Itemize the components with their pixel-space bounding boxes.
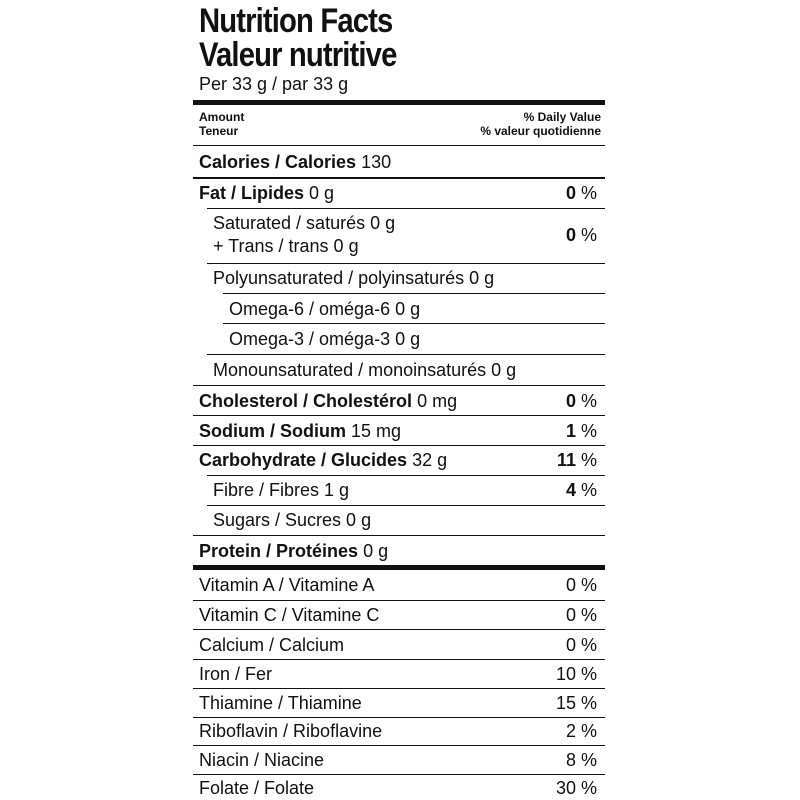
saturated-label: Saturated / saturés 0 g [213, 213, 396, 233]
divider [193, 535, 605, 536]
monounsaturated-label: Monounsaturated / monoinsaturés 0 g [213, 360, 517, 380]
thick-divider-top [193, 100, 605, 105]
title-french: Valeur nutritive [199, 36, 397, 74]
protein-row [199, 541, 601, 561]
fat-daily-value [566, 183, 597, 203]
fat-row [199, 183, 601, 203]
daily-value-header [480, 110, 601, 138]
vitamin-label: Iron / Fer [199, 664, 273, 684]
sodium-amount: 15 mg [351, 421, 402, 441]
fat-dv-unit: % [575, 183, 597, 203]
divider [223, 323, 605, 324]
calories-label: Calories / Calories [199, 152, 357, 172]
vitamin-daily-value: 0 % [565, 575, 597, 595]
divider [193, 145, 605, 146]
amount-header-fr: Teneur [199, 124, 239, 138]
vitamin-daily-value: 15 % [555, 693, 597, 713]
polyunsaturated-row [199, 268, 601, 288]
vitamin-label: Thiamine / Thiamine [199, 693, 362, 713]
vitamin-label: Vitamin A / Vitamine A [199, 575, 375, 595]
monounsaturated-row [199, 360, 601, 380]
omega6-label: Omega-6 / oméga-6 0 g [229, 299, 421, 319]
protein-label: Protein / Protéines [199, 541, 359, 561]
vitamin-row [199, 664, 601, 684]
carbohydrate-amount: 32 g [412, 450, 448, 470]
vitamin-row [199, 575, 601, 595]
divider [193, 385, 605, 386]
divider [193, 445, 605, 446]
divider [193, 688, 605, 689]
protein-amount: 0 g [363, 541, 389, 561]
vitamin-daily-value: 10 % [555, 664, 597, 684]
divider [207, 208, 605, 209]
divider [193, 774, 605, 775]
daily-value-header-fr: % valeur quotidienne [480, 124, 601, 138]
calories-value: 130 [361, 152, 392, 172]
sodium-daily-value [566, 421, 597, 441]
cholesterol-row [199, 391, 601, 411]
saturated-row [199, 213, 601, 233]
vitamin-label: Riboflavin / Riboflavine [199, 721, 383, 741]
vitamin-daily-value: 0 % [565, 635, 597, 655]
trans-label: + Trans / trans 0 g [213, 236, 359, 256]
vitamin-label: Folate / Folate [199, 778, 315, 798]
divider [193, 629, 605, 630]
fibre-daily-value [566, 480, 597, 500]
divider [207, 354, 605, 355]
carbohydrate-row [199, 450, 601, 470]
divider [207, 505, 605, 506]
saturated-dv-number: 0 [565, 225, 576, 245]
divider [193, 415, 605, 416]
title-english: Nutrition Facts [199, 2, 393, 40]
carbohydrate-daily-value [557, 450, 597, 470]
vitamin-row [199, 750, 601, 770]
vitamin-row [199, 605, 601, 625]
vitamin-daily-value: 2 % [565, 721, 597, 741]
omega3-label: Omega-3 / oméga-3 0 g [229, 329, 421, 349]
carbohydrate-dv-number: 11 [556, 450, 576, 470]
cholesterol-dv-number: 0 [565, 391, 576, 411]
cholesterol-amount: 0 mg [417, 391, 458, 411]
divider [207, 475, 605, 476]
fibre-row [199, 480, 601, 500]
divider [193, 177, 605, 179]
fat-label: Fat / Lipides [199, 183, 305, 203]
divider [193, 745, 605, 746]
vitamin-row [199, 693, 601, 713]
daily-value-header-en: % Daily Value [523, 110, 601, 124]
vitamin-label: Calcium / Calcium [199, 635, 345, 655]
vitamin-daily-value: 8 % [565, 750, 597, 770]
vitamin-row [199, 635, 601, 655]
vitamin-label: Niacin / Niacine [199, 750, 325, 770]
divider [193, 600, 605, 601]
divider [207, 263, 605, 264]
saturated-daily-value [566, 225, 597, 245]
fat-dv-number: 0 [565, 183, 576, 203]
vitamin-daily-value: 30 % [555, 778, 597, 798]
cholesterol-daily-value [566, 391, 597, 411]
carbohydrate-dv-unit: % [575, 450, 597, 470]
divider [223, 293, 605, 294]
sodium-row [199, 421, 601, 441]
sodium-dv-number: 1 [565, 421, 576, 441]
sodium-label: Sodium / Sodium [199, 421, 346, 441]
amount-header-en: Amount [199, 110, 245, 124]
divider [193, 717, 605, 718]
serving-size: Per 33 g / par 33 g [199, 74, 349, 94]
polyunsaturated-label: Polyunsaturated / polyinsaturés 0 g [213, 268, 495, 288]
amount-header [199, 110, 244, 138]
vitamin-label: Vitamin C / Vitamine C [199, 605, 380, 625]
carbohydrate-label: Carbohydrate / Glucides [199, 450, 408, 470]
calories-row [199, 152, 601, 172]
vitamin-row [199, 721, 601, 741]
fat-amount: 0 g [309, 183, 335, 203]
fibre-label: Fibre / Fibres 1 g [213, 480, 350, 500]
sugars-row [199, 510, 601, 530]
cholesterol-dv-unit: % [575, 391, 597, 411]
nutrition-facts-label [193, 0, 605, 800]
saturated-dv-unit: % [575, 225, 597, 245]
vitamin-daily-value: 0 % [565, 605, 597, 625]
fibre-dv-number: 4 [565, 480, 576, 500]
omega3-row [199, 329, 601, 349]
sodium-dv-unit: % [575, 421, 597, 441]
thick-divider-bottom [193, 565, 605, 570]
cholesterol-label: Cholesterol / Cholestérol [199, 391, 413, 411]
divider [193, 659, 605, 660]
vitamin-row [199, 778, 601, 798]
trans-row [199, 236, 601, 256]
fibre-dv-unit: % [575, 480, 597, 500]
omega6-row [199, 299, 601, 319]
sugars-label: Sugars / Sucres 0 g [213, 510, 372, 530]
